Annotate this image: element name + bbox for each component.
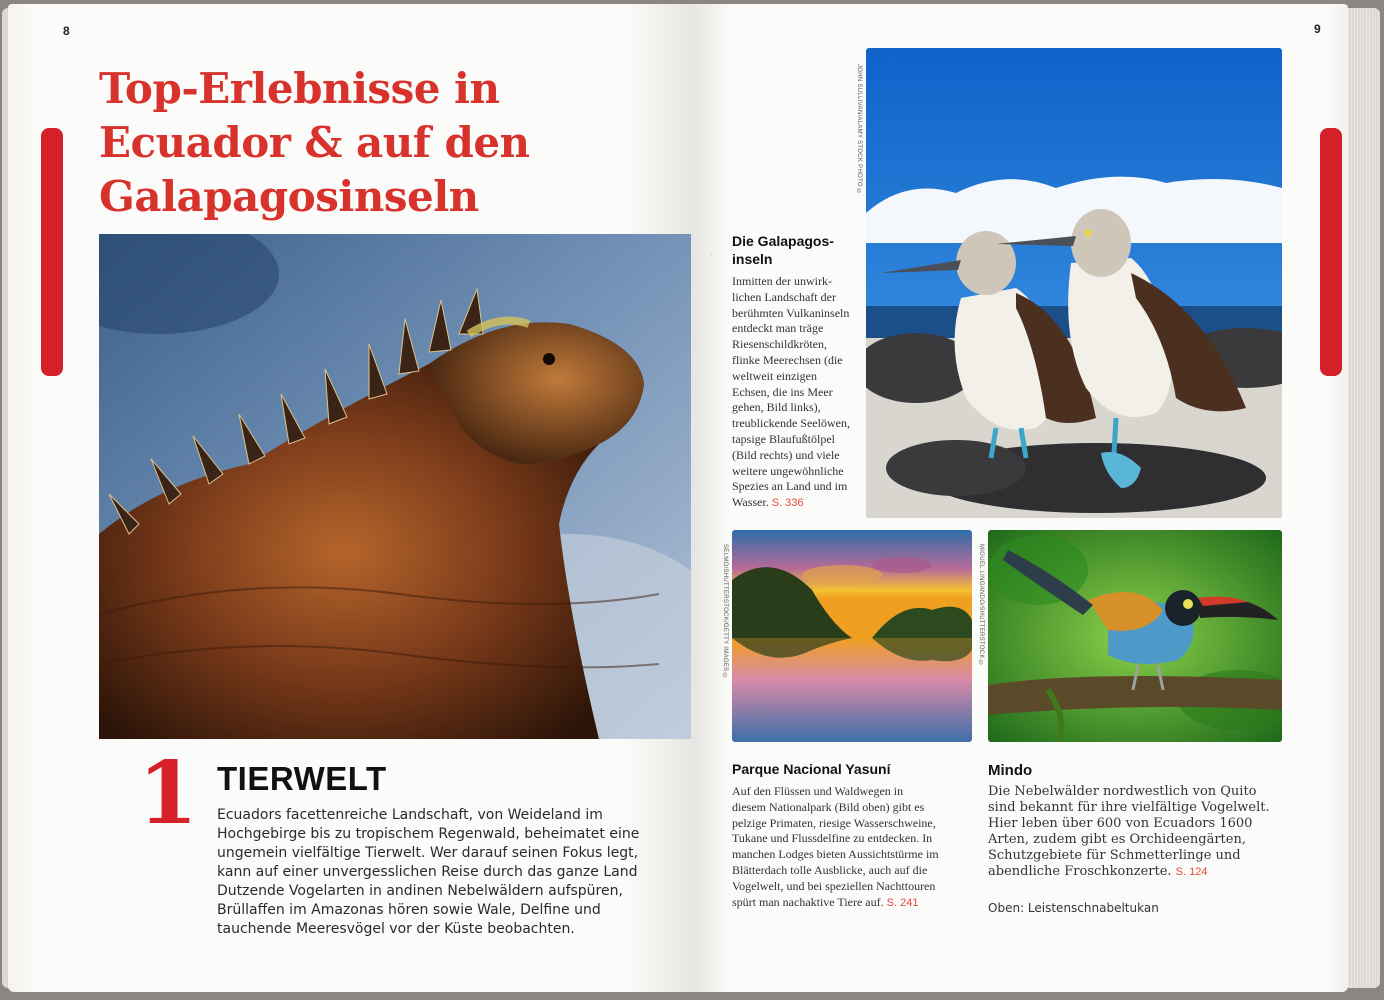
page-number-right: 9 — [1314, 22, 1321, 36]
chapter-tab-left — [41, 128, 63, 376]
mindo-page-ref[interactable]: S. 124 — [1175, 866, 1208, 878]
yasuni-river-photo — [732, 530, 972, 742]
yasuni-page-ref[interactable]: S. 241 — [886, 896, 919, 909]
left-page — [8, 4, 692, 992]
yasuni-title: Parque Nacional Yasuní — [732, 761, 891, 777]
toucan-photo — [988, 530, 1282, 742]
book-edge-right — [1348, 8, 1380, 988]
mindo-body — [988, 784, 1278, 880]
feature-heading: TIERWELT — [217, 760, 387, 797]
blue-footed-booby-photo — [866, 48, 1282, 518]
right-page — [692, 4, 1348, 992]
page-title: Top-Erlebnisse in Ecuador & auf den Galapagosinseln — [99, 64, 530, 221]
feature-body: Ecuadors facettenreiche Landschaft, von Weideland im Hochgebirge bis zu tropischem Regenwald, beheimatet eine ungemein vielfältige Tierwelt. Wer darauf seinen Fokus legt, kann auf einer unvergesslichen Reise durch das ganze Land Dutzende Vogelarten in andinen Nebelwäldern aufspüren, Brüllaffen im Amazonas hören sowie Wale, Delfine und tauchende Meeresvögel vor der Küste beobachten. — [217, 807, 640, 937]
page-number-left: 8 — [63, 24, 70, 38]
photo-credit-booby: JOHN SULLIVAN/ALAMY STOCK PHOTO © — [856, 64, 862, 196]
feature-number: 1 — [138, 743, 198, 844]
yasuni-body-text: Auf den Flüssen und Waldwegen in diesem Nationalpark (Bild oben) gibt es pelzige Primaten, riesige Wasserschweine, Tukane und Flussdelfine zu entdecken. In manchen Lodges bieten Aussichtstürme im Blätterdach tolle Ausblicke, auch auf die Vogelwelt, und bei speziellen Nachttouren spürt man nachaktive Tiere auf. — [732, 784, 939, 909]
galapagos-page-ref[interactable]: S. 336 — [771, 497, 804, 510]
galapagos-body-text: Inmitten der unwirklichen Landschaft der berühmten Vulkaninseln entdeckt man träge Riesenschildkröten, flinke Meerechsen (die weltweit einzigen Echsen, die ins Meer gehen, Bild links), treublickende Seelöwen, tapsige Blaufußtölpel (Bild rechts) und viele weitere ungewöhnliche Spezies an Land und im Wasser. — [732, 274, 850, 510]
mindo-title: Mindo — [988, 762, 1033, 779]
iguana-photo — [99, 234, 691, 739]
galapagos-body — [732, 274, 854, 512]
photo-credit-small: ◦ — [708, 252, 714, 259]
mindo-photo-note: Oben: Leistenschnabeltukan — [988, 901, 1159, 915]
yasuni-body — [732, 784, 940, 911]
photo-credit-yasuni: SELMO/SHUTTERSTOCK/GETTY IMAGES © — [722, 544, 728, 680]
mindo-body-text: Die Nebelwälder nordwestlich von Quito sind bekannt für ihre vielfältige Vogelwelt. Hier leben über 600 von Ecuadors 1600 Arten, zudem gibt es Orchideengärten, Schutzgebiete für Schmetterlinge und abendliche Froschkonzerte. — [988, 784, 1270, 879]
galapagos-title: Die Galapagosinseln — [732, 233, 834, 267]
photo-credit-mindo: MIGUEL LINGANDO/SHUTTERSTOCK © — [978, 544, 984, 668]
chapter-tab-right — [1320, 128, 1342, 376]
